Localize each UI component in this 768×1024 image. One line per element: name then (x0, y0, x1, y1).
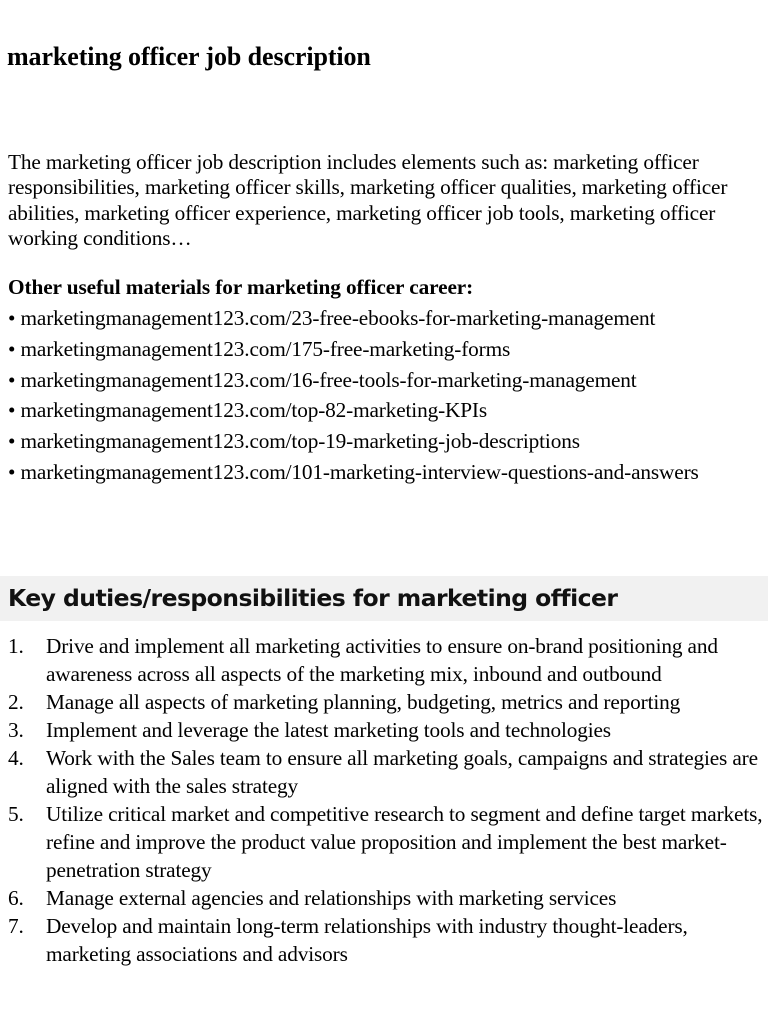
duty-number: 7. (8, 914, 24, 938)
duty-item (8, 800, 764, 884)
duty-text: Develop and maintain long-term relationships with industry thought-leaders, marketing associations and advisors (46, 914, 688, 966)
duty-item (8, 632, 764, 688)
duty-number: 4. (8, 746, 24, 770)
material-link[interactable]: • marketingmanagement123.com/top-82-marketing-KPIs (8, 398, 760, 423)
duty-item (8, 688, 764, 716)
materials-heading: Other useful materials for marketing officer career: (8, 275, 474, 299)
duty-number: 1. (8, 634, 24, 658)
duty-text: Utilize critical market and competitive research to segment and define target markets, refine and improve the product value proposition and implement the best market-penetration strategy (46, 802, 763, 882)
duty-item (8, 744, 764, 800)
material-link[interactable]: • marketingmanagement123.com/101-marketing-interview-questions-and-answers (8, 460, 760, 485)
duty-text: Work with the Sales team to ensure all marketing goals, campaigns and strategies are aligned with the sales strategy (46, 746, 758, 798)
material-link[interactable]: • marketingmanagement123.com/23-free-ebooks-for-marketing-management (8, 306, 760, 331)
duty-number: 6. (8, 886, 24, 910)
duty-number: 3. (8, 718, 24, 742)
material-link[interactable]: • marketingmanagement123.com/16-free-tools-for-marketing-management (8, 368, 760, 393)
page-title: marketing officer job description (7, 42, 371, 71)
intro-paragraph: The marketing officer job description includes elements such as: marketing officer responsibilities, marketing officer skills, marketing officer qualities, marketing officer abilities, marketing officer experience, marketing officer job tools, marketing officer working conditions… (8, 150, 728, 251)
duty-number: 2. (8, 690, 24, 714)
duties-list (8, 632, 764, 968)
duty-number: 5. (8, 802, 24, 826)
materials-link-list (8, 306, 760, 491)
duty-item (8, 716, 764, 744)
material-link[interactable]: • marketingmanagement123.com/175-free-marketing-forms (8, 337, 760, 362)
duty-text: Implement and leverage the latest marketing tools and technologies (46, 718, 611, 742)
duty-text: Drive and implement all marketing activities to ensure on-brand positioning and awareness across all aspects of the marketing mix, inbound and outbound (46, 634, 718, 686)
material-link[interactable]: • marketingmanagement123.com/top-19-marketing-job-descriptions (8, 429, 760, 454)
duties-heading: Key duties/responsibilities for marketing officer (8, 584, 618, 612)
duty-item (8, 912, 764, 968)
duty-text: Manage external agencies and relationships with marketing services (46, 886, 617, 910)
duty-item (8, 884, 764, 912)
duty-text: Manage all aspects of marketing planning, budgeting, metrics and reporting (46, 690, 681, 714)
